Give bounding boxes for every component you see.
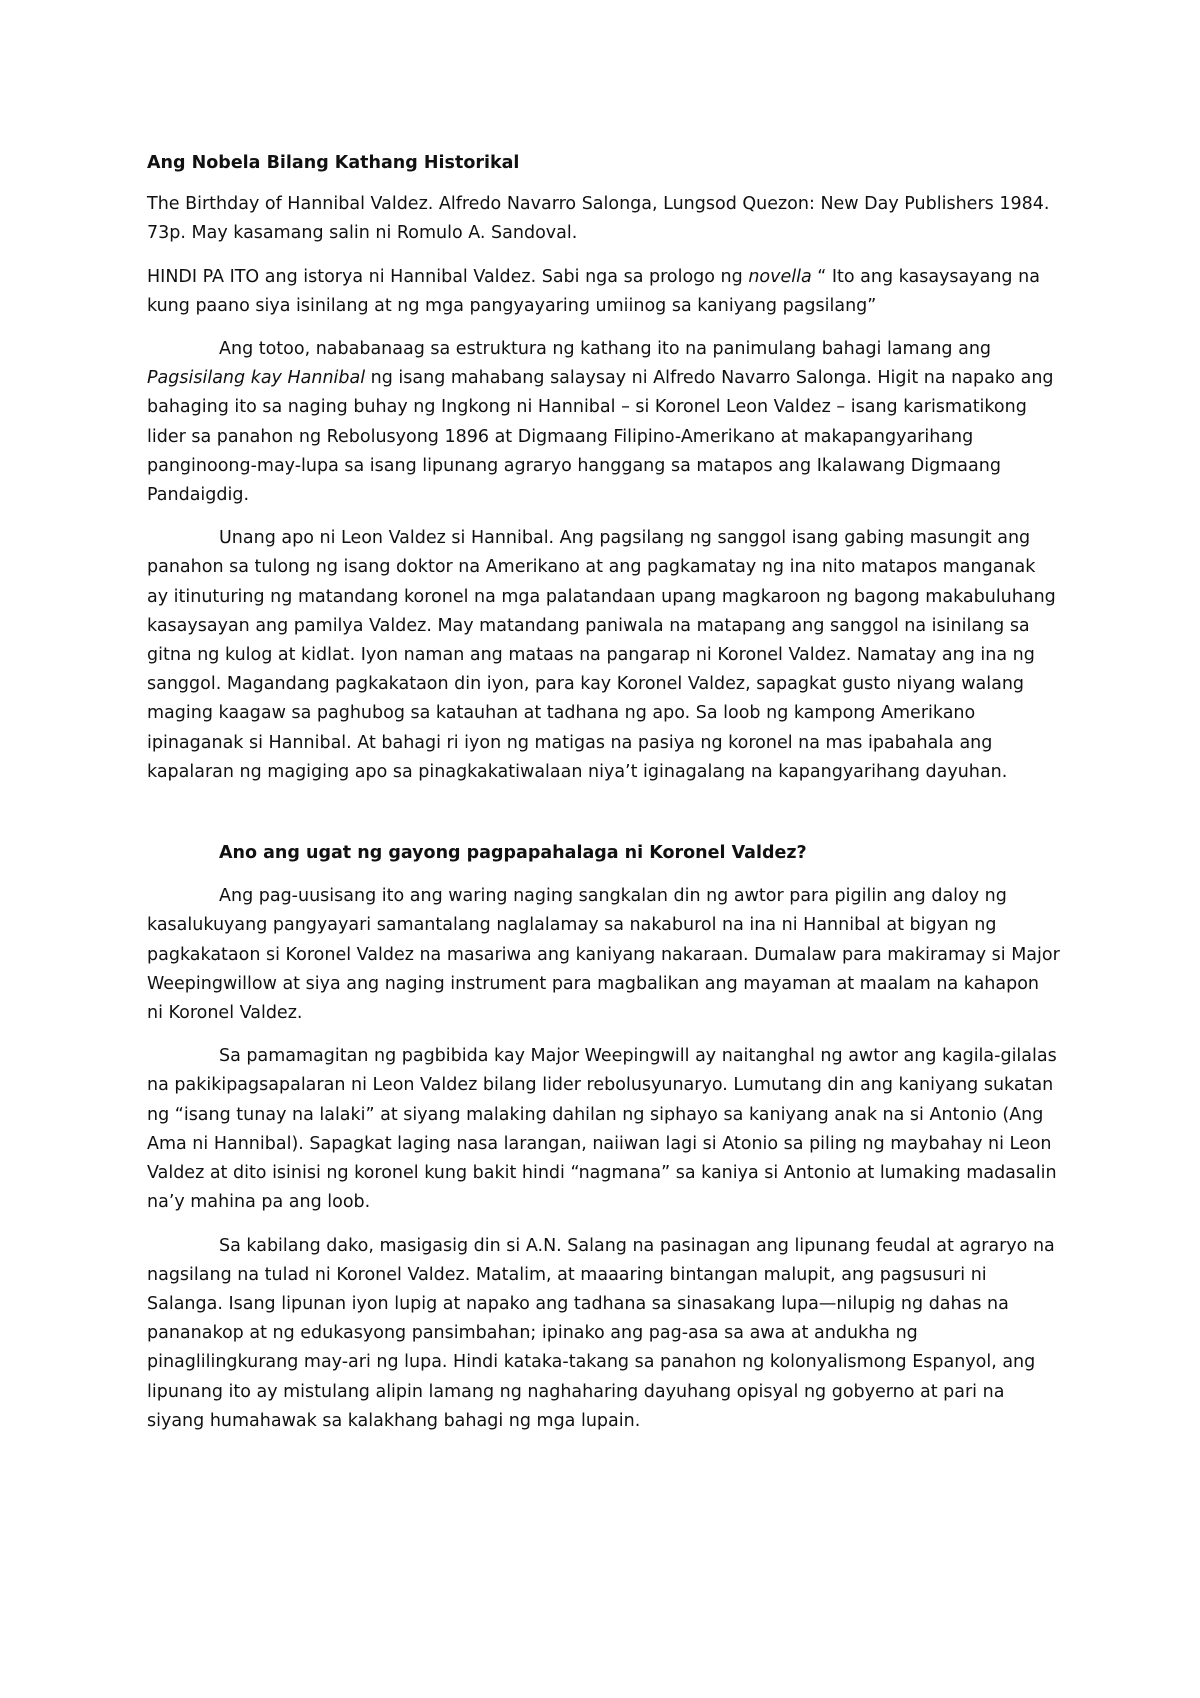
paragraph-feudal-society: Sa kabilang dako, masigasig din si A.N. Salang na pasinagan ang lipunang feudal at agraryo na nagsilang na tulad ni Koronel Valdez. Matalim, at maaaring bintangan malupit, ang pagsusuri ni Salanga. Isang lipunan iyon lupig at napako ang tadhana sa sinasakang lupa—nilupig ng dahas na pananakop at ng edukasyong pansimbahan; ipinako ang pag-asa sa awa at andukha ng pinaglilingkurang may-ari ng lupa. Hindi kataka-takang sa panahon ng kolonyalismong Espanyol, ang lipunang ito ay mistulang alipin lamang ng naghaharing dayuhang opisyal ng gobyerno at pari na siyang humahawak sa kalakhang bahagi ng mga lupain. bbox=[147, 1235, 1055, 1431]
paragraph-intro-text-a: HINDI PA ITO ang istorya ni Hannibal Valdez. Sabi nga sa prologo ng bbox=[147, 266, 749, 287]
paragraph-inquiry: Ang pag-uusisang ito ang waring naging sangkalan din ng awtor para pigilin ang daloy ng kasalukuyang pangyayari samantalang naglalamay sa nakaburol na ina ni Hannibal at bigyan ng pagkakataon si Koronel Valdez na masariwa ang kaniyang nakaraan. Dumalaw para makiramay si Major Weepingwillow at siya ang naging instrument para magbalikan ang mayaman at maalam na kahapon ni Koronel Valdez. bbox=[147, 886, 1060, 1024]
paragraph-structure-text-b: ng isang mahabang salaysay ni Alfredo Navarro Salonga. Higit na napako ang bahaging ito sa naging buhay ng Ingkong ni Hannibal – si Koronel Leon Valdez – isang karismatikong lider sa panahon ng Rebolusyong 1896 at Digmaang Filipino-Amerikano at makapangyarihang panginoong-may-lupa sa isang lipunang agraryo hanggang sa matapos ang Ikalawang Digmaang Pandaigdig. bbox=[147, 368, 1054, 506]
paragraph-structure-italic: Pagsisilang kay Hannibal bbox=[147, 368, 366, 389]
paragraph-structure-text-a: Ang totoo, nababanaag sa estruktura ng kathang ito na panimulang bahagi lamang ang bbox=[219, 339, 992, 360]
paragraph-intro-italic: novella bbox=[748, 266, 812, 287]
paragraph-structure bbox=[147, 335, 1060, 510]
paragraph-major-weepingwill: Sa pamamagitan ng pagbibida kay Major Weepingwill ay naitanghal ng awtor ang kagila-gilalas na pakikipagsapalaran ni Leon Valdez bilang lider rebolusyunaryo. Lumutang din ang kaniyang sukatan ng “isang tunay na lalaki” at siyang malaking dahilan ng siphayo sa kaniyang anak na si Antonio (Ang Ama ni Hannibal). Sapagkat laging nasa larangan, naiiwan lagi si Atonio sa piling ng maybahay ni Leon Valdez at dito isinisi ng koronel kung bakit hindi “nagmana” sa kaniya si Antonio at lumaking madasalin na’y mahina pa ang loob. bbox=[147, 1046, 1057, 1213]
paragraph-intro-text-b: “ Ito ang kasaysayang na kung paano siya isinilang at ng mga pangyayaring umiinog sa kaniyang pagsilang” bbox=[147, 266, 1040, 316]
paragraph-intro bbox=[147, 263, 1060, 321]
document-title: Ang Nobela Bilang Kathang Historikal bbox=[147, 153, 520, 173]
paragraph-first-grandchild: Unang apo ni Leon Valdez si Hannibal. Ang pagsilang ng sanggol isang gabing masungit ang panahon sa tulong ng isang doktor na Amerikano at ang pagkamatay ng ina nito matapos manganak ay itinuturing ng matandang koronel na mga palatandaan upang magkaroon ng bagong makabuluhang kasaysayan ang pamilya Valdez. May matandang paniwala na matapang ang sanggol na isinilang sa gitna ng kulog at kidlat. Iyon naman ang mataas na pangarap ni Koronel Valdez. Namatay ang ina ng sanggol. Magandang pagkakataon din iyon, para kay Koronel Valdez, sapagkat gusto niyang walang maging kaagaw sa paghubog sa katauhan at tadhana ng apo. Sa loob ng kampong Amerikano ipinaganak si Hannibal. At bahagi ri iyon ng matigas na pasiya ng koronel na mas ipabahala ang kapalaran ng magiging apo sa pinagkakatiwalaan niya’t iginagalang na kapangyarihang dayuhan. bbox=[147, 528, 1056, 782]
section-subheading: Ano ang ugat ng gayong pagpapahalaga ni Koronel Valdez? bbox=[219, 843, 807, 864]
citation-paragraph: The Birthday of Hannibal Valdez. Alfredo Navarro Salonga, Lungsod Quezon: New Day Publishers 1984. 73p. May kasamang salin ni Romulo A. Sandoval. bbox=[147, 194, 1050, 244]
